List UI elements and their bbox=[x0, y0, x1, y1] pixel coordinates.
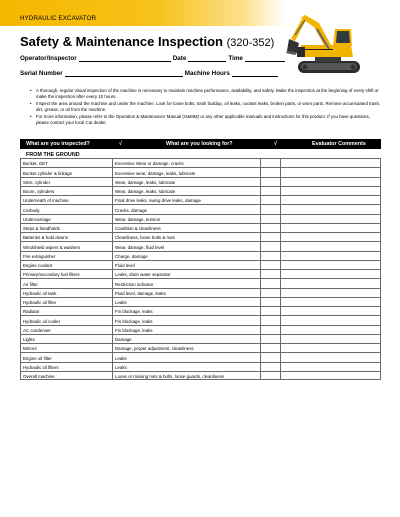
row-border bbox=[380, 261, 381, 269]
row-border bbox=[20, 205, 21, 213]
inspection-criteria: Wear, damage, leaks, lubricate bbox=[115, 179, 176, 185]
row-border bbox=[20, 242, 21, 250]
title-text: Safety & Maintenance Inspection bbox=[20, 34, 223, 49]
column-divider bbox=[112, 252, 113, 260]
row-border bbox=[380, 196, 381, 204]
row-border bbox=[20, 187, 21, 195]
column-divider bbox=[112, 196, 113, 204]
row-border bbox=[20, 215, 21, 223]
header-inspected: What are you inspected? bbox=[26, 141, 90, 147]
row-border bbox=[380, 316, 381, 324]
column-divider bbox=[260, 224, 261, 232]
inspection-item: Windshield wipers & washers bbox=[23, 244, 81, 250]
column-divider bbox=[260, 279, 261, 287]
column-divider bbox=[280, 168, 281, 176]
column-divider bbox=[260, 215, 261, 223]
inspection-criteria: Wear, damage, tension bbox=[115, 216, 161, 222]
inspection-criteria: Fin blockage, leaks bbox=[115, 318, 153, 324]
inspection-item: Engine oil filter bbox=[23, 355, 52, 361]
column-divider bbox=[112, 344, 113, 352]
column-divider bbox=[260, 159, 261, 167]
row-border bbox=[380, 224, 381, 232]
inspection-item: Lights bbox=[23, 337, 35, 343]
inspection-criteria: Cracks, damage bbox=[115, 207, 147, 213]
row-border bbox=[380, 242, 381, 250]
column-divider bbox=[280, 279, 281, 287]
row-border bbox=[380, 344, 381, 352]
inspection-item: Boom, cylinders bbox=[23, 189, 55, 195]
inspection-criteria: Leaks, drain water separator bbox=[115, 272, 171, 278]
inspection-item: Primary/secondary fuel filters bbox=[23, 272, 80, 278]
table-header bbox=[20, 139, 381, 149]
column-divider bbox=[280, 261, 281, 269]
column-divider bbox=[112, 326, 113, 334]
instruction-note: • For more information, please refer to the Operation & Maintenance Manual (O&MM) or any other applicable manuals and instructions for this product. If you have questions, please contact your local Cat dealer. bbox=[30, 114, 382, 125]
inspection-criteria: Leaks bbox=[115, 355, 127, 361]
column-divider bbox=[260, 289, 261, 297]
row-border bbox=[380, 178, 381, 186]
inspection-criteria: Fluid level, damage, leaks bbox=[115, 290, 166, 296]
table-row bbox=[20, 362, 381, 371]
column-divider bbox=[112, 168, 113, 176]
column-divider bbox=[260, 353, 261, 361]
column-divider bbox=[280, 178, 281, 186]
column-divider bbox=[280, 298, 281, 306]
table-row bbox=[20, 214, 381, 223]
row-border bbox=[20, 279, 21, 287]
time-field[interactable] bbox=[245, 55, 285, 62]
column-divider bbox=[112, 363, 113, 371]
inspection-item: Undercarriage bbox=[23, 216, 51, 222]
column-divider bbox=[280, 205, 281, 213]
row-border bbox=[20, 233, 21, 241]
time-label: Time bbox=[228, 55, 243, 62]
column-divider bbox=[280, 196, 281, 204]
inspection-criteria: Leaks bbox=[115, 300, 127, 306]
header-looking: What are you looking for? bbox=[166, 141, 233, 147]
column-divider bbox=[280, 344, 281, 352]
machine-hours-label: Machine Hours bbox=[184, 70, 230, 77]
table-row bbox=[20, 167, 381, 176]
top-color-band bbox=[0, 0, 285, 26]
column-divider bbox=[280, 233, 281, 241]
excavator-illustration bbox=[281, 5, 381, 79]
column-divider bbox=[112, 316, 113, 324]
inspection-criteria: Wear, damage, fluid level bbox=[115, 244, 165, 250]
row-border bbox=[20, 224, 21, 232]
date-label: Date bbox=[172, 55, 187, 62]
row-border bbox=[20, 196, 21, 204]
inspection-criteria: Leaks bbox=[115, 364, 127, 370]
column-divider bbox=[112, 335, 113, 343]
inspection-item: Fire extinguisher bbox=[23, 253, 56, 259]
column-divider bbox=[280, 224, 281, 232]
row-border bbox=[380, 270, 381, 278]
operator-field[interactable] bbox=[79, 55, 171, 62]
table-row bbox=[20, 260, 381, 269]
table-row bbox=[20, 325, 381, 334]
table-row bbox=[20, 186, 381, 195]
row-border bbox=[20, 270, 21, 278]
column-divider bbox=[260, 178, 261, 186]
column-divider bbox=[260, 168, 261, 176]
inspection-item: Hydraulic oil tank bbox=[23, 290, 57, 296]
column-divider bbox=[112, 372, 113, 379]
inspection-criteria: Wear, damage, leaks, lubricate bbox=[115, 189, 176, 195]
row-border bbox=[20, 372, 21, 379]
column-divider bbox=[260, 261, 261, 269]
column-divider bbox=[112, 242, 113, 250]
column-divider bbox=[260, 335, 261, 343]
table-row bbox=[20, 343, 381, 352]
section-heading: FROM THE GROUND bbox=[26, 152, 80, 158]
inspection-item: Bucket cylinder & linkage bbox=[23, 170, 73, 176]
inspection-criteria: Condition & cleanliness bbox=[115, 226, 161, 232]
column-divider bbox=[260, 307, 261, 315]
row-border bbox=[20, 159, 21, 167]
header-comments: Evaluator Comments bbox=[312, 141, 366, 147]
column-divider bbox=[112, 233, 113, 241]
inspection-criteria: Fin blockage, leaks bbox=[115, 327, 153, 333]
row-border bbox=[20, 178, 21, 186]
row-border bbox=[380, 252, 381, 260]
inspection-criteria: Damage bbox=[115, 337, 132, 343]
column-divider bbox=[280, 363, 281, 371]
column-divider bbox=[112, 270, 113, 278]
table-row bbox=[20, 158, 381, 167]
table-row bbox=[20, 334, 381, 343]
serial-number-label: Serial Number bbox=[20, 70, 63, 77]
column-divider bbox=[280, 353, 281, 361]
column-divider bbox=[260, 242, 261, 250]
column-divider bbox=[280, 335, 281, 343]
column-divider bbox=[280, 159, 281, 167]
product-category-label: HYDRAULIC EXCAVATOR bbox=[20, 15, 97, 22]
row-border bbox=[20, 344, 21, 352]
table-row bbox=[20, 269, 381, 278]
inspection-item: Radiator bbox=[23, 309, 40, 315]
model-range: (320-352) bbox=[226, 37, 275, 49]
table-row bbox=[20, 204, 381, 213]
table-row bbox=[20, 232, 381, 241]
table-row bbox=[20, 297, 381, 306]
row-border bbox=[380, 205, 381, 213]
column-divider bbox=[280, 289, 281, 297]
inspection-item: Stick, cylinder bbox=[23, 179, 51, 185]
column-divider bbox=[260, 298, 261, 306]
table-row bbox=[20, 177, 381, 186]
column-divider bbox=[260, 205, 261, 213]
inspection-criteria: Excessive Wear or damage, cracks bbox=[115, 161, 184, 167]
row-border bbox=[20, 307, 21, 315]
serial-number-field[interactable] bbox=[65, 70, 183, 77]
column-divider bbox=[260, 233, 261, 241]
column-divider bbox=[280, 242, 281, 250]
column-divider bbox=[260, 344, 261, 352]
inspection-item: Bucket, GET bbox=[23, 161, 48, 167]
column-divider bbox=[280, 307, 281, 315]
row-border bbox=[380, 353, 381, 361]
column-divider bbox=[112, 261, 113, 269]
inspection-item: Hydraulic oil filter bbox=[23, 300, 57, 306]
column-divider bbox=[112, 224, 113, 232]
column-divider bbox=[260, 363, 261, 371]
inspection-item: Carbody bbox=[23, 207, 40, 213]
table-row bbox=[20, 288, 381, 297]
header-check-1: √ bbox=[119, 141, 122, 147]
row-border bbox=[380, 289, 381, 297]
inspection-criteria: Restriction indicator bbox=[115, 281, 154, 287]
row-border bbox=[380, 215, 381, 223]
column-divider bbox=[112, 187, 113, 195]
machine-hours-field[interactable] bbox=[232, 70, 278, 77]
table-row bbox=[20, 223, 381, 232]
column-divider bbox=[260, 187, 261, 195]
table-row bbox=[20, 241, 381, 250]
row-border bbox=[20, 298, 21, 306]
table-row bbox=[20, 278, 381, 287]
row-border bbox=[380, 168, 381, 176]
row-border bbox=[20, 168, 21, 176]
column-divider bbox=[260, 372, 261, 379]
row-border bbox=[380, 159, 381, 167]
column-divider bbox=[112, 307, 113, 315]
row-border bbox=[380, 187, 381, 195]
inspection-item: Overall machine bbox=[23, 374, 55, 380]
inspection-criteria: Final drive leaks, swing drive leaks, damage bbox=[115, 198, 201, 204]
column-divider bbox=[260, 252, 261, 260]
row-border bbox=[380, 363, 381, 371]
inspection-item: Batteries & hold downs bbox=[23, 235, 68, 241]
row-border bbox=[380, 233, 381, 241]
column-divider bbox=[260, 316, 261, 324]
row-border bbox=[380, 307, 381, 315]
date-field[interactable] bbox=[188, 55, 226, 62]
inspection-criteria: Loose or missing nuts & bolts, loose guards, cleanliness bbox=[115, 374, 225, 380]
row-border bbox=[20, 261, 21, 269]
row-border bbox=[20, 335, 21, 343]
instructions-list bbox=[30, 88, 382, 128]
page-title bbox=[20, 34, 274, 49]
column-divider bbox=[112, 178, 113, 186]
inspection-criteria: Charge, damage bbox=[115, 253, 148, 259]
column-divider bbox=[112, 215, 113, 223]
column-divider bbox=[112, 205, 113, 213]
inspection-criteria: Cleanliness, loose bolts & nuts bbox=[115, 235, 175, 241]
row-border bbox=[20, 252, 21, 260]
row-border bbox=[380, 372, 381, 379]
table-row bbox=[20, 195, 381, 204]
column-divider bbox=[280, 252, 281, 260]
table-row bbox=[20, 352, 381, 361]
column-divider bbox=[280, 187, 281, 195]
row-border bbox=[380, 298, 381, 306]
table-row bbox=[20, 251, 381, 260]
column-divider bbox=[112, 298, 113, 306]
inspection-criteria: Excessive wear, damage, leaks, lubricate bbox=[115, 170, 196, 176]
instruction-note: • A thorough, regular visual inspection of the machine is necessary to maintain machine performance, availability, and safety. Make the inspection at the beginning of every shift or make the inspection after every 10 hours. bbox=[30, 88, 382, 99]
inspection-item: Air filter bbox=[23, 281, 38, 287]
column-divider bbox=[280, 215, 281, 223]
inspection-criteria: Fluid level bbox=[115, 263, 135, 269]
operator-date-time-line bbox=[20, 55, 287, 62]
column-divider bbox=[112, 289, 113, 297]
row-border bbox=[20, 326, 21, 334]
inspection-criteria: Damage, proper adjustment, cleanliness bbox=[115, 346, 194, 352]
column-divider bbox=[112, 159, 113, 167]
row-border bbox=[20, 289, 21, 297]
row-border bbox=[20, 316, 21, 324]
header-check-2: √ bbox=[274, 141, 277, 147]
column-divider bbox=[112, 353, 113, 361]
row-border bbox=[380, 335, 381, 343]
serial-hours-line bbox=[20, 70, 280, 77]
column-divider bbox=[280, 326, 281, 334]
inspection-item: Underneath of machine bbox=[23, 198, 69, 204]
column-divider bbox=[260, 196, 261, 204]
column-divider bbox=[260, 326, 261, 334]
inspection-item: Mirrors bbox=[23, 346, 37, 352]
table-row bbox=[20, 306, 381, 315]
row-border bbox=[380, 326, 381, 334]
row-border bbox=[380, 279, 381, 287]
table-row bbox=[20, 371, 381, 380]
inspection-item: AC condenser bbox=[23, 327, 51, 333]
inspection-criteria: Fin blockage, leaks bbox=[115, 309, 153, 315]
table-row bbox=[20, 315, 381, 324]
row-border bbox=[20, 353, 21, 361]
column-divider bbox=[280, 270, 281, 278]
inspection-item: Steps & handholds bbox=[23, 226, 60, 232]
row-border bbox=[20, 363, 21, 371]
inspection-table bbox=[20, 158, 381, 380]
operator-label: Operator/Inspector bbox=[20, 55, 77, 62]
column-divider bbox=[280, 316, 281, 324]
column-divider bbox=[112, 279, 113, 287]
inspection-item: Engine coolant bbox=[23, 263, 53, 269]
inspection-item: Hydraulic oil filters bbox=[23, 364, 59, 370]
column-divider bbox=[280, 372, 281, 379]
instruction-note: • Inspect the area around the machine and under the machine. Look for loose bolts, trash buildup, oil leaks, coolant leaks, broken parts, or worn parts. Remove accumulated trash, dirt, grease, or oil from the machine. bbox=[30, 101, 382, 112]
column-divider bbox=[260, 270, 261, 278]
inspection-item: Hydraulic oil cooler bbox=[23, 318, 61, 324]
